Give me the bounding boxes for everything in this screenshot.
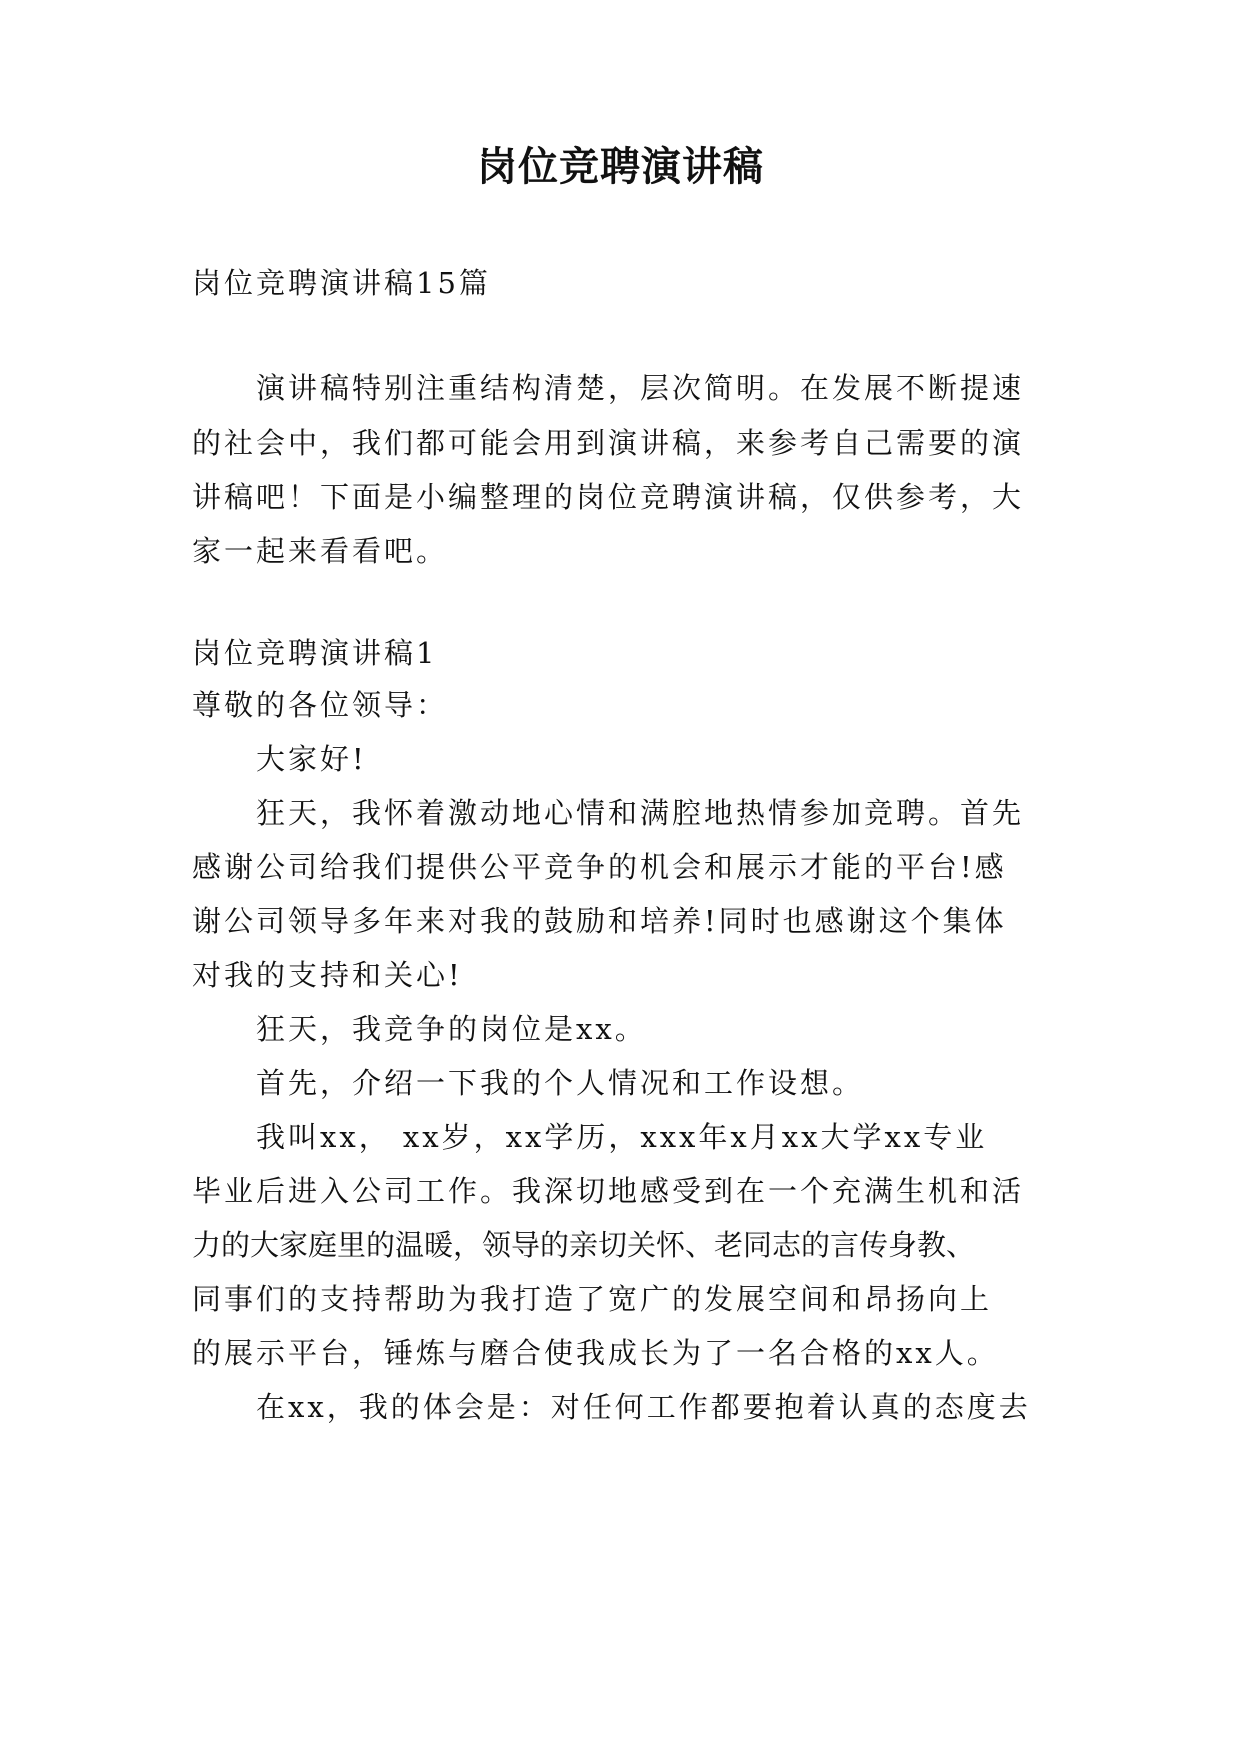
body-line-5: 狂天，我竞争的岗位是xx。: [256, 1012, 647, 1046]
document-title: 岗位竞聘演讲稿: [477, 143, 764, 190]
body-line-11: 的展示平台，锤炼与磨合使我成长为了一名合格的xx人。: [192, 1336, 999, 1370]
body-line-12: 在xx，我的体会是：对任何工作都要抱着认真的态度去: [256, 1390, 1031, 1424]
intro-line-4: 家一起来看看吧。: [192, 534, 449, 568]
body-line-2: 感谢公司给我们提供公平竞争的机会和展示才能的平台!感: [192, 850, 1007, 884]
salutation: 尊敬的各位领导：: [192, 688, 449, 722]
intro-line-1: 演讲稿特别注重结构清楚，层次简明。在发展不断提速: [256, 371, 1025, 405]
greeting: 大家好!: [256, 742, 367, 776]
body-line-3: 谢公司领导多年来对我的鼓励和培养!同时也感谢这个集体: [192, 904, 1007, 938]
body-line-10: 同事们的支持帮助为我打造了宽广的发展空间和昂扬向上: [192, 1282, 993, 1316]
body-line-8: 毕业后进入公司工作。我深切地感受到在一个充满生机和活: [192, 1174, 1025, 1208]
section-heading: 岗位竞聘演讲稿1: [192, 636, 438, 670]
document-subtitle: 岗位竞聘演讲稿15篇: [192, 266, 491, 300]
body-line-9: 力的大家庭里的温暖，领导的亲切关怀、老同志的言传身教、: [192, 1228, 976, 1262]
body-line-7: 我叫xx， xx岁，xx学历，xxx年x月xx大学xx专业: [256, 1120, 988, 1154]
intro-line-3: 讲稿吧！下面是小编整理的岗位竞聘演讲稿，仅供参考，大: [192, 480, 1025, 514]
intro-line-2: 的社会中，我们都可能会用到演讲稿，来参考自己需要的演: [192, 426, 1025, 460]
body-line-1: 狂天，我怀着激动地心情和满腔地热情参加竞聘。首先: [256, 796, 1025, 830]
body-line-6: 首先，介绍一下我的个人情况和工作设想。: [256, 1066, 865, 1100]
body-line-4: 对我的支持和关心!: [192, 958, 463, 992]
